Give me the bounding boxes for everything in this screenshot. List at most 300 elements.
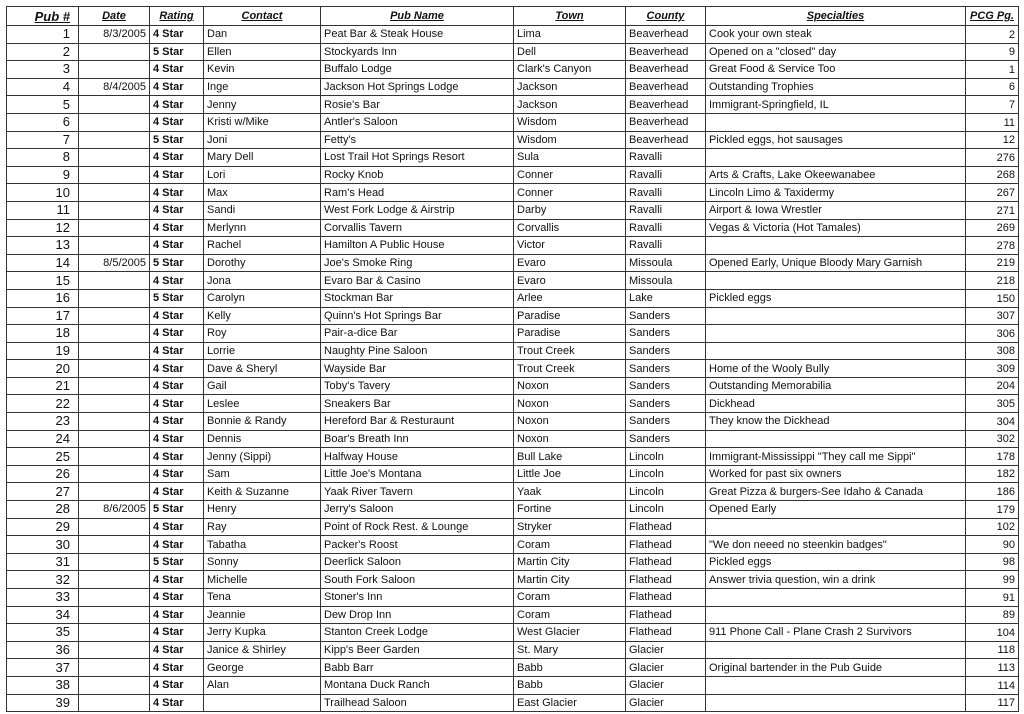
cell-town: Darby [514,201,626,219]
cell-pcg-page: 219 [966,254,1019,272]
cell-rating: 4 Star [150,201,204,219]
cell-county: Beaverhead [626,96,706,114]
cell-pub-number: 25 [7,448,79,466]
cell-pub-name: South Fork Saloon [321,571,514,589]
cell-date [79,96,150,114]
cell-county: Lincoln [626,483,706,501]
cell-rating: 4 Star [150,483,204,501]
cell-county: Ravalli [626,149,706,167]
cell-specialties: Great Food & Service Too [706,61,966,79]
cell-pub-number: 23 [7,413,79,431]
cell-date [79,536,150,554]
cell-pcg-page: 278 [966,237,1019,255]
cell-specialties [706,149,966,167]
cell-contact: Kevin [204,61,321,79]
cell-contact: Max [204,184,321,202]
cell-pcg-page: 305 [966,395,1019,413]
cell-pcg-page: 7 [966,96,1019,114]
cell-specialties [706,113,966,131]
cell-date [79,589,150,607]
cell-rating: 5 Star [150,501,204,519]
cell-contact: Michelle [204,571,321,589]
cell-rating: 5 Star [150,553,204,571]
cell-pub-number: 26 [7,465,79,483]
cell-specialties [706,676,966,694]
header-specialties: Specialties [706,7,966,26]
cell-pub-number: 12 [7,219,79,237]
table-row [7,641,1019,659]
cell-contact: Tena [204,589,321,607]
table-row [7,307,1019,325]
cell-rating: 4 Star [150,237,204,255]
cell-rating: 4 Star [150,694,204,712]
cell-pcg-page: 9 [966,43,1019,61]
cell-contact: Sam [204,465,321,483]
cell-contact: George [204,659,321,677]
cell-pub-name: West Fork Lodge & Airstrip [321,201,514,219]
cell-county: Lincoln [626,501,706,519]
cell-county: Glacier [626,641,706,659]
cell-date [79,465,150,483]
header-pub-number: Pub # [7,7,79,26]
cell-county: Flathead [626,589,706,607]
cell-town: Trout Creek [514,360,626,378]
cell-town: Babb [514,676,626,694]
header-contact: Contact [204,7,321,26]
cell-contact: Jenny [204,96,321,114]
cell-date [79,483,150,501]
cell-rating: 4 Star [150,518,204,536]
cell-county: Ravalli [626,219,706,237]
cell-date [79,272,150,290]
cell-pub-number: 8 [7,149,79,167]
cell-contact: Jenny (Sippi) [204,448,321,466]
cell-date [79,166,150,184]
cell-county: Sanders [626,307,706,325]
cell-pub-number: 7 [7,131,79,149]
cell-specialties [706,342,966,360]
cell-specialties [706,237,966,255]
cell-county: Lincoln [626,448,706,466]
cell-pcg-page: 304 [966,413,1019,431]
cell-rating: 4 Star [150,448,204,466]
cell-town: Victor [514,237,626,255]
cell-date [79,694,150,712]
cell-pub-name: Lost Trail Hot Springs Resort [321,149,514,167]
cell-pub-number: 3 [7,61,79,79]
cell-date [79,518,150,536]
cell-pub-name: Ram's Head [321,184,514,202]
cell-rating: 5 Star [150,131,204,149]
cell-pub-name: Deerlick Saloon [321,553,514,571]
cell-date [79,307,150,325]
cell-pcg-page: 98 [966,553,1019,571]
cell-contact: Carolyn [204,289,321,307]
cell-specialties: Original bartender in the Pub Guide [706,659,966,677]
cell-town: Yaak [514,483,626,501]
cell-specialties: Immigrant-Springfield, IL [706,96,966,114]
cell-town: West Glacier [514,624,626,642]
cell-rating: 4 Star [150,360,204,378]
cell-rating: 4 Star [150,395,204,413]
cell-pub-number: 5 [7,96,79,114]
cell-contact: Rachel [204,237,321,255]
cell-specialties [706,694,966,712]
cell-county: Ravalli [626,237,706,255]
cell-town: Noxon [514,377,626,395]
cell-county: Flathead [626,606,706,624]
cell-specialties: Opened Early, Unique Bloody Mary Garnish [706,254,966,272]
cell-date: 8/6/2005 [79,501,150,519]
cell-rating: 4 Star [150,307,204,325]
cell-county: Sanders [626,395,706,413]
cell-pcg-page: 268 [966,166,1019,184]
cell-date: 8/4/2005 [79,78,150,96]
cell-rating: 4 Star [150,641,204,659]
cell-pub-number: 31 [7,553,79,571]
cell-town: Coram [514,536,626,554]
cell-pcg-page: 1 [966,61,1019,79]
cell-specialties [706,430,966,448]
cell-town: Dell [514,43,626,61]
table-row [7,571,1019,589]
cell-date [79,219,150,237]
cell-town: Clark's Canyon [514,61,626,79]
cell-date: 8/5/2005 [79,254,150,272]
table-row [7,465,1019,483]
cell-rating: 5 Star [150,43,204,61]
table-row [7,342,1019,360]
cell-pub-name: Stockman Bar [321,289,514,307]
cell-date [79,342,150,360]
cell-pub-name: Babb Barr [321,659,514,677]
cell-contact: Lori [204,166,321,184]
cell-pub-name: Boar's Breath Inn [321,430,514,448]
cell-contact: Lorrie [204,342,321,360]
cell-pub-number: 37 [7,659,79,677]
cell-county: Flathead [626,553,706,571]
header-date: Date [79,7,150,26]
cell-contact: Ellen [204,43,321,61]
cell-date [79,659,150,677]
cell-date [79,113,150,131]
cell-rating: 4 Star [150,26,204,44]
cell-rating: 4 Star [150,676,204,694]
cell-pcg-page: 307 [966,307,1019,325]
table-row [7,237,1019,255]
cell-date [79,201,150,219]
table-row [7,325,1019,343]
cell-pub-number: 19 [7,342,79,360]
cell-county: Sanders [626,413,706,431]
cell-town: Evaro [514,254,626,272]
cell-town: Conner [514,184,626,202]
cell-date [79,325,150,343]
table-row [7,113,1019,131]
cell-pub-number: 32 [7,571,79,589]
header-rating: Rating [150,7,204,26]
table-row [7,395,1019,413]
cell-town: Paradise [514,307,626,325]
cell-pub-number: 38 [7,676,79,694]
cell-date [79,676,150,694]
cell-rating: 4 Star [150,465,204,483]
cell-pub-number: 29 [7,518,79,536]
cell-pub-name: Pair-a-dice Bar [321,325,514,343]
cell-specialties: Immigrant-Mississippi "They call me Sippi" [706,448,966,466]
cell-specialties: Pickled eggs [706,289,966,307]
table-row [7,483,1019,501]
cell-pub-number: 33 [7,589,79,607]
cell-pub-number: 39 [7,694,79,712]
cell-contact: Dan [204,26,321,44]
table-row [7,606,1019,624]
cell-town: St. Mary [514,641,626,659]
cell-rating: 4 Star [150,61,204,79]
cell-pub-name: Buffalo Lodge [321,61,514,79]
cell-rating: 4 Star [150,606,204,624]
cell-date [79,430,150,448]
cell-rating: 4 Star [150,342,204,360]
cell-pcg-page: 12 [966,131,1019,149]
header-town: Town [514,7,626,26]
cell-contact: Dorothy [204,254,321,272]
cell-contact: Dennis [204,430,321,448]
cell-pcg-page: 218 [966,272,1019,290]
cell-date [79,184,150,202]
cell-specialties: Pickled eggs, hot sausages [706,131,966,149]
cell-contact: Roy [204,325,321,343]
cell-town: Evaro [514,272,626,290]
cell-date [79,377,150,395]
cell-date [79,149,150,167]
cell-pub-name: Dew Drop Inn [321,606,514,624]
cell-pub-number: 13 [7,237,79,255]
cell-contact: Jona [204,272,321,290]
cell-town: Wisdom [514,113,626,131]
cell-pcg-page: 118 [966,641,1019,659]
cell-pub-name: Corvallis Tavern [321,219,514,237]
cell-town: Jackson [514,96,626,114]
cell-pub-name: Yaak River Tavern [321,483,514,501]
cell-county: Flathead [626,624,706,642]
cell-county: Glacier [626,676,706,694]
cell-county: Sanders [626,360,706,378]
cell-specialties [706,589,966,607]
cell-town: Coram [514,606,626,624]
cell-county: Beaverhead [626,113,706,131]
cell-contact: Kelly [204,307,321,325]
cell-county: Flathead [626,571,706,589]
cell-county: Beaverhead [626,43,706,61]
cell-pcg-page: 11 [966,113,1019,131]
cell-specialties: Worked for past six owners [706,465,966,483]
cell-contact: Ray [204,518,321,536]
table-row [7,61,1019,79]
cell-pub-name: Toby's Tavery [321,377,514,395]
cell-contact: Jeannie [204,606,321,624]
cell-county: Ravalli [626,166,706,184]
cell-date [79,641,150,659]
table-row [7,413,1019,431]
table-row [7,518,1019,536]
cell-specialties: Opened Early [706,501,966,519]
cell-specialties [706,606,966,624]
cell-town: Arlee [514,289,626,307]
cell-pub-name: Sneakers Bar [321,395,514,413]
cell-county: Glacier [626,659,706,677]
cell-town: Trout Creek [514,342,626,360]
cell-contact: Bonnie & Randy [204,413,321,431]
cell-contact: Sandi [204,201,321,219]
cell-specialties: Pickled eggs [706,553,966,571]
cell-pub-name: Little Joe's Montana [321,465,514,483]
cell-specialties: Vegas & Victoria (Hot Tamales) [706,219,966,237]
cell-pub-name: Stanton Creek Lodge [321,624,514,642]
cell-pub-number: 10 [7,184,79,202]
cell-rating: 5 Star [150,289,204,307]
cell-pub-name: Jackson Hot Springs Lodge [321,78,514,96]
table-row [7,448,1019,466]
cell-town: East Glacier [514,694,626,712]
cell-contact: Dave & Sheryl [204,360,321,378]
cell-county: Missoula [626,254,706,272]
cell-date [79,61,150,79]
table-row [7,96,1019,114]
table-row [7,184,1019,202]
cell-pcg-page: 6 [966,78,1019,96]
cell-pcg-page: 91 [966,589,1019,607]
cell-date [79,395,150,413]
cell-pub-number: 21 [7,377,79,395]
cell-date [79,360,150,378]
cell-specialties [706,307,966,325]
cell-county: Beaverhead [626,61,706,79]
cell-pcg-page: 309 [966,360,1019,378]
cell-town: Corvallis [514,219,626,237]
cell-specialties: Opened on a "closed" day [706,43,966,61]
cell-town: Noxon [514,413,626,431]
cell-rating: 4 Star [150,149,204,167]
cell-pcg-page: 114 [966,676,1019,694]
cell-pcg-page: 150 [966,289,1019,307]
cell-date [79,624,150,642]
cell-town: Coram [514,589,626,607]
cell-rating: 4 Star [150,377,204,395]
table-row [7,589,1019,607]
cell-pcg-page: 117 [966,694,1019,712]
cell-pub-name: Rosie's Bar [321,96,514,114]
cell-rating: 4 Star [150,219,204,237]
cell-contact: Janice & Shirley [204,641,321,659]
cell-pub-name: Fetty's [321,131,514,149]
cell-pub-name: Hereford Bar & Resturaunt [321,413,514,431]
cell-specialties: Answer trivia question, win a drink [706,571,966,589]
cell-pub-name: Evaro Bar & Casino [321,272,514,290]
header-pub-name: Pub Name [321,7,514,26]
table-row [7,659,1019,677]
pub-log-sheet [6,6,1019,712]
cell-pcg-page: 302 [966,430,1019,448]
cell-pub-name: Montana Duck Ranch [321,676,514,694]
cell-county: Sanders [626,325,706,343]
cell-date [79,571,150,589]
cell-contact: Henry [204,501,321,519]
cell-specialties: "We don neeed no steenkin badges" [706,536,966,554]
cell-pcg-page: 267 [966,184,1019,202]
header-county: County [626,7,706,26]
cell-town: Noxon [514,395,626,413]
cell-contact [204,694,321,712]
cell-date [79,553,150,571]
table-row [7,26,1019,44]
cell-pub-name: Naughty Pine Saloon [321,342,514,360]
cell-pub-name: Wayside Bar [321,360,514,378]
cell-pub-number: 30 [7,536,79,554]
cell-contact: Gail [204,377,321,395]
cell-rating: 4 Star [150,536,204,554]
table-row [7,501,1019,519]
cell-town: Fortine [514,501,626,519]
cell-pub-number: 22 [7,395,79,413]
cell-specialties: They know the Dickhead [706,413,966,431]
cell-pcg-page: 204 [966,377,1019,395]
cell-county: Flathead [626,536,706,554]
table-row [7,676,1019,694]
cell-pcg-page: 182 [966,465,1019,483]
cell-pub-name: Jerry's Saloon [321,501,514,519]
cell-town: Noxon [514,430,626,448]
cell-pub-number: 28 [7,501,79,519]
cell-pub-number: 27 [7,483,79,501]
cell-pcg-page: 178 [966,448,1019,466]
cell-pub-name: Point of Rock Rest. & Lounge [321,518,514,536]
cell-specialties: Great Pizza & burgers-See Idaho & Canada [706,483,966,501]
cell-town: Babb [514,659,626,677]
header-row [7,7,1019,26]
cell-pub-number: 6 [7,113,79,131]
cell-date [79,43,150,61]
cell-pub-name: Hamilton A Public House [321,237,514,255]
cell-rating: 4 Star [150,78,204,96]
cell-rating: 5 Star [150,254,204,272]
cell-pub-number: 16 [7,289,79,307]
table-row [7,536,1019,554]
cell-rating: 4 Star [150,624,204,642]
cell-pcg-page: 276 [966,149,1019,167]
cell-pcg-page: 90 [966,536,1019,554]
table-row [7,694,1019,712]
cell-contact: Tabatha [204,536,321,554]
cell-town: Jackson [514,78,626,96]
cell-pub-number: 11 [7,201,79,219]
cell-pub-number: 4 [7,78,79,96]
table-row [7,360,1019,378]
cell-town: Sula [514,149,626,167]
cell-contact: Jerry Kupka [204,624,321,642]
cell-contact: Joni [204,131,321,149]
cell-date [79,237,150,255]
cell-date [79,606,150,624]
table-row [7,201,1019,219]
table-row [7,553,1019,571]
cell-date [79,413,150,431]
cell-contact: Alan [204,676,321,694]
cell-county: Sanders [626,377,706,395]
cell-pub-name: Antler's Saloon [321,113,514,131]
cell-town: Martin City [514,571,626,589]
cell-pub-number: 14 [7,254,79,272]
